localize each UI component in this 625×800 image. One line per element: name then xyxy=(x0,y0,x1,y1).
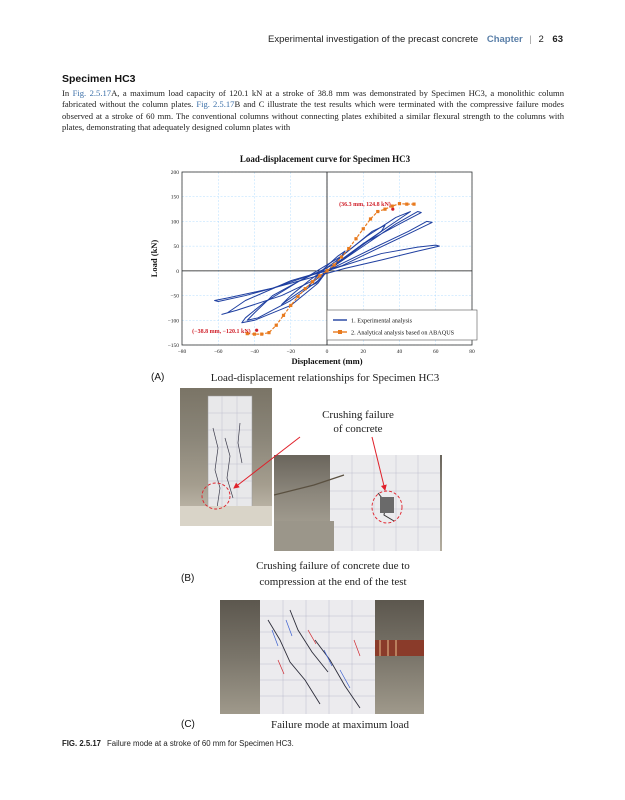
x-axis-label: Displacement (mm) xyxy=(291,356,363,366)
running-header xyxy=(268,34,563,45)
y-tick-label: 50 xyxy=(173,244,179,251)
analytical-point xyxy=(275,324,278,327)
analytical-point xyxy=(267,331,270,334)
x-tick-label: −20 xyxy=(286,349,296,355)
y-tick-label: 0 xyxy=(176,268,179,275)
annotation-point xyxy=(391,208,394,211)
page-number: 63 xyxy=(552,34,563,45)
column-photo-c xyxy=(220,600,424,714)
x-tick-label: 40 xyxy=(396,349,403,355)
crushing-callout xyxy=(274,408,442,436)
figure-reference-link[interactable]: Fig. 2.5.17 xyxy=(72,88,112,98)
analytical-point xyxy=(282,314,285,317)
y-tick-label: 100 xyxy=(170,219,179,226)
caption-line: compression at the end of the test xyxy=(259,576,407,588)
x-tick-label: 80 xyxy=(469,349,475,355)
chart-title: Load-displacement curve for Specimen HC3 xyxy=(239,154,411,164)
analytical-point xyxy=(333,263,336,266)
panel-c-caption: Failure mode at maximum load xyxy=(270,719,410,731)
analytical-point xyxy=(304,287,307,290)
analytical-point xyxy=(369,217,372,220)
y-tick-label: 150 xyxy=(170,194,179,201)
figure-caption xyxy=(62,739,294,748)
analytical-point xyxy=(376,210,379,213)
section-title: Specimen HC3 xyxy=(62,73,136,85)
analytical-point xyxy=(362,227,365,230)
legend-label-experimental: 1. Experimental analysis xyxy=(351,317,412,325)
analytical-point xyxy=(289,304,292,307)
analytical-point xyxy=(325,269,328,272)
chapter-label: Chapter xyxy=(486,34,523,45)
column-photo-b-left xyxy=(180,388,272,526)
annotation-label: (36.3 mm, 124.8 kN) xyxy=(339,202,391,209)
analytical-point xyxy=(405,203,408,206)
x-tick-label: 20 xyxy=(360,349,366,355)
analytical-point xyxy=(253,333,256,336)
analytical-point xyxy=(296,295,299,298)
y-tick-label: −100 xyxy=(167,318,179,325)
analytical-point xyxy=(318,274,321,277)
panel-b-label: (B) xyxy=(181,573,195,584)
y-axis-label: Load (kN) xyxy=(149,239,159,278)
y-tick-label: −50 xyxy=(170,293,179,300)
panel-a-label: (A) xyxy=(151,372,165,383)
analytical-point xyxy=(347,247,350,250)
analytical-point xyxy=(398,202,401,205)
annotation-point xyxy=(255,329,258,332)
legend-label-analytical: 2. Analytical analysis based on ABAQUS xyxy=(351,329,455,337)
body-paragraph xyxy=(62,88,564,133)
analytical-point xyxy=(340,255,343,258)
header-separator: | xyxy=(529,34,532,45)
x-tick-label: −60 xyxy=(213,349,223,355)
x-tick-label: −80 xyxy=(177,349,187,355)
load-displacement-chart xyxy=(145,150,485,370)
chapter-number: 2 xyxy=(538,34,544,45)
callout-line: of concrete xyxy=(333,423,383,435)
figure-caption-text: Failure mode at a stroke of 60 mm for Specimen HC3. xyxy=(107,739,294,748)
x-tick-label: 0 xyxy=(325,349,329,355)
x-tick-label: 60 xyxy=(433,349,439,355)
analytical-point xyxy=(260,333,263,336)
analytical-point xyxy=(354,237,357,240)
running-title: Experimental investigation of the precast concrete xyxy=(268,34,479,45)
panel-a-caption: Load-displacement relationships for Specimen HC3 xyxy=(210,372,440,384)
analytical-point xyxy=(391,205,394,208)
y-tick-label: −150 xyxy=(167,343,179,349)
caption-line: Crushing failure of concrete due to xyxy=(256,560,410,572)
figure-reference-link[interactable]: Fig. 2.5.17 xyxy=(196,99,235,110)
panel-b-caption xyxy=(220,558,446,590)
x-tick-label: −40 xyxy=(250,349,259,355)
chart-legend xyxy=(327,310,477,340)
y-tick-label: 200 xyxy=(170,170,179,176)
callout-line: Crushing failure xyxy=(322,409,394,421)
analytical-point xyxy=(311,280,314,283)
figure-number: FIG. 2.5.17 xyxy=(62,739,102,748)
panel-c-label: (C) xyxy=(181,719,195,730)
paragraph-text: A, a maximum load capacity of 120.1 kN at a stroke of 38.8 mm was demonstrated by Specimen HC3, a monolithic column fabricated without the column plates. xyxy=(62,88,565,110)
column-photo-b-right xyxy=(274,455,442,551)
analytical-point xyxy=(412,203,415,206)
annotation-label: (−38.8 mm, −120.1 kN) xyxy=(192,329,251,336)
paragraph-text: In xyxy=(62,88,73,98)
paragraph-text: B and C illustrate the test results which were terminated with the compressive failure modes observed at a stroke of 60 mm. The conventional columns without connecting plates exhibited a similar flexural strength to the columns with plates, demonstrating that adequately designed column plates with xyxy=(62,99,565,132)
legend-marker-analytical xyxy=(338,330,342,334)
